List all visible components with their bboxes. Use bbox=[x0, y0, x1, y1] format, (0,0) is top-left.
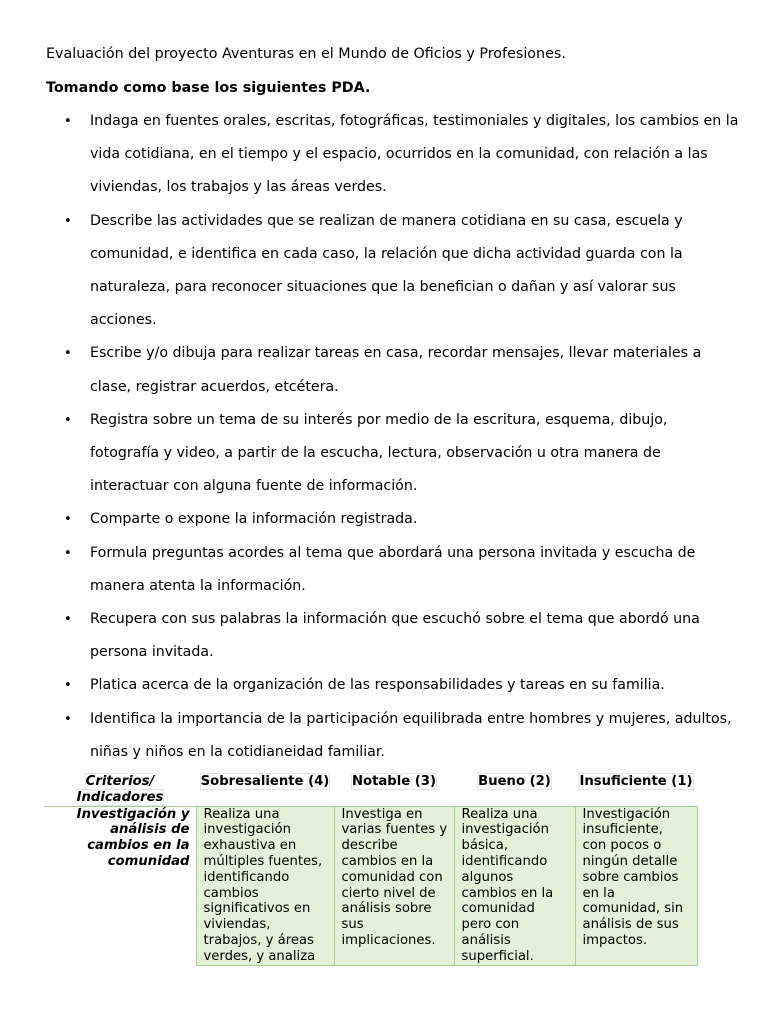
table-row bbox=[44, 806, 697, 965]
rubric-header-row bbox=[44, 772, 697, 806]
pda-item-9 bbox=[60, 703, 740, 769]
bullet-icon: • bbox=[64, 346, 72, 362]
bullet-icon: • bbox=[64, 213, 72, 229]
header-insuficiente: Insuficiente (1) bbox=[579, 774, 693, 789]
rubric-table bbox=[44, 772, 698, 966]
header-notable: Notable (3) bbox=[351, 774, 437, 789]
pda-item-7 bbox=[60, 603, 740, 669]
criterion-cell: Investigación y análisis de cambios en la comunidad bbox=[44, 806, 196, 965]
pda-item-8 bbox=[60, 669, 740, 702]
pda-text: Recupera con sus palabras la información que escuchó sobre el tema que abordó una persona invitada. bbox=[90, 611, 700, 661]
sobresaliente-cell: Realiza una investigación exhaustiva en múltiples fuentes, identificando cambios significativos en viviendas, trabajos, y áreas verdes, y analiza bbox=[196, 806, 334, 965]
pda-heading: Tomando como base los siguientes PDA. bbox=[46, 80, 371, 96]
pda-text: Identifica la importancia de la participación equilibrada entre hombres y mujeres, adultos, niñas y niños en la cotidianeidad familiar. bbox=[90, 710, 732, 760]
bullet-icon: • bbox=[64, 114, 72, 129]
pda-item-3 bbox=[60, 337, 740, 403]
header-sobresaliente: Sobresaliente (4) bbox=[200, 774, 330, 789]
pda-text: Describe las actividades que se realizan de manera cotidiana en su casa, escuela y comunidad, e identifica en cada caso, la relación que dicha actividad guarda con la naturaleza, para reconocer situaciones que la benefician o dañan y así valorar sus acciones. bbox=[90, 212, 683, 329]
bullet-icon: • bbox=[64, 612, 72, 628]
notable-cell: Investiga en varias fuentes y describe cambios en la comunidad con cierto nivel de análisis sobre sus implicaciones. bbox=[334, 806, 454, 965]
bueno-cell: Realiza una investigación básica, identificando algunos cambios en la comunidad pero con análisis superficial. bbox=[454, 806, 575, 965]
pda-item-2 bbox=[60, 205, 740, 338]
pda-item-4 bbox=[60, 404, 740, 504]
insuficiente-cell: Investigación insuficiente, con pocos o ningún detalle sobre cambios en la comunidad, sin análisis de sus impactos. bbox=[575, 806, 697, 965]
pda-item-5 bbox=[60, 503, 740, 536]
pda-text: Indaga en fuentes orales, escritas, fotográficas, testimoniales y digitales, los cambios en la vida cotidiana, en el tiempo y el espacio, ocurridos en la comunidad, con relación a las viviendas, los trabajos y las áreas verdes. bbox=[90, 113, 739, 196]
bullet-icon: • bbox=[64, 545, 72, 561]
pda-text: Comparte o expone la información registrada. bbox=[90, 511, 418, 528]
pda-text: Registra sobre un tema de su interés por medio de la escritura, esquema, dibujo, fotografía y video, a partir de la escucha, lectura, observación u otra manera de interactuar con alguna fuente de información. bbox=[90, 411, 668, 495]
header-criteria: Criterios/ Indicadores bbox=[76, 774, 164, 805]
document-intro: Evaluación del proyecto Aventuras en el Mundo de Oficios y Profesiones. bbox=[46, 46, 566, 62]
pda-text: Platica acerca de la organización de las responsabilidades y tareas en su familia. bbox=[90, 677, 665, 694]
pda-item-6 bbox=[60, 537, 740, 603]
pda-item-1 bbox=[60, 105, 740, 205]
header-bueno: Bueno (2) bbox=[478, 774, 551, 789]
pda-list bbox=[60, 105, 740, 769]
pda-text: Formula preguntas acordes al tema que abordará una persona invitada y escucha de manera atenta la información. bbox=[90, 544, 696, 594]
bullet-icon: • bbox=[64, 711, 72, 727]
bullet-icon: • bbox=[64, 678, 72, 694]
bullet-icon: • bbox=[64, 512, 72, 528]
bullet-icon: • bbox=[64, 412, 72, 428]
pda-text: Escribe y/o dibuja para realizar tareas en casa, recordar mensajes, llevar materiales a clase, registrar acuerdos, etcétera. bbox=[90, 345, 702, 395]
